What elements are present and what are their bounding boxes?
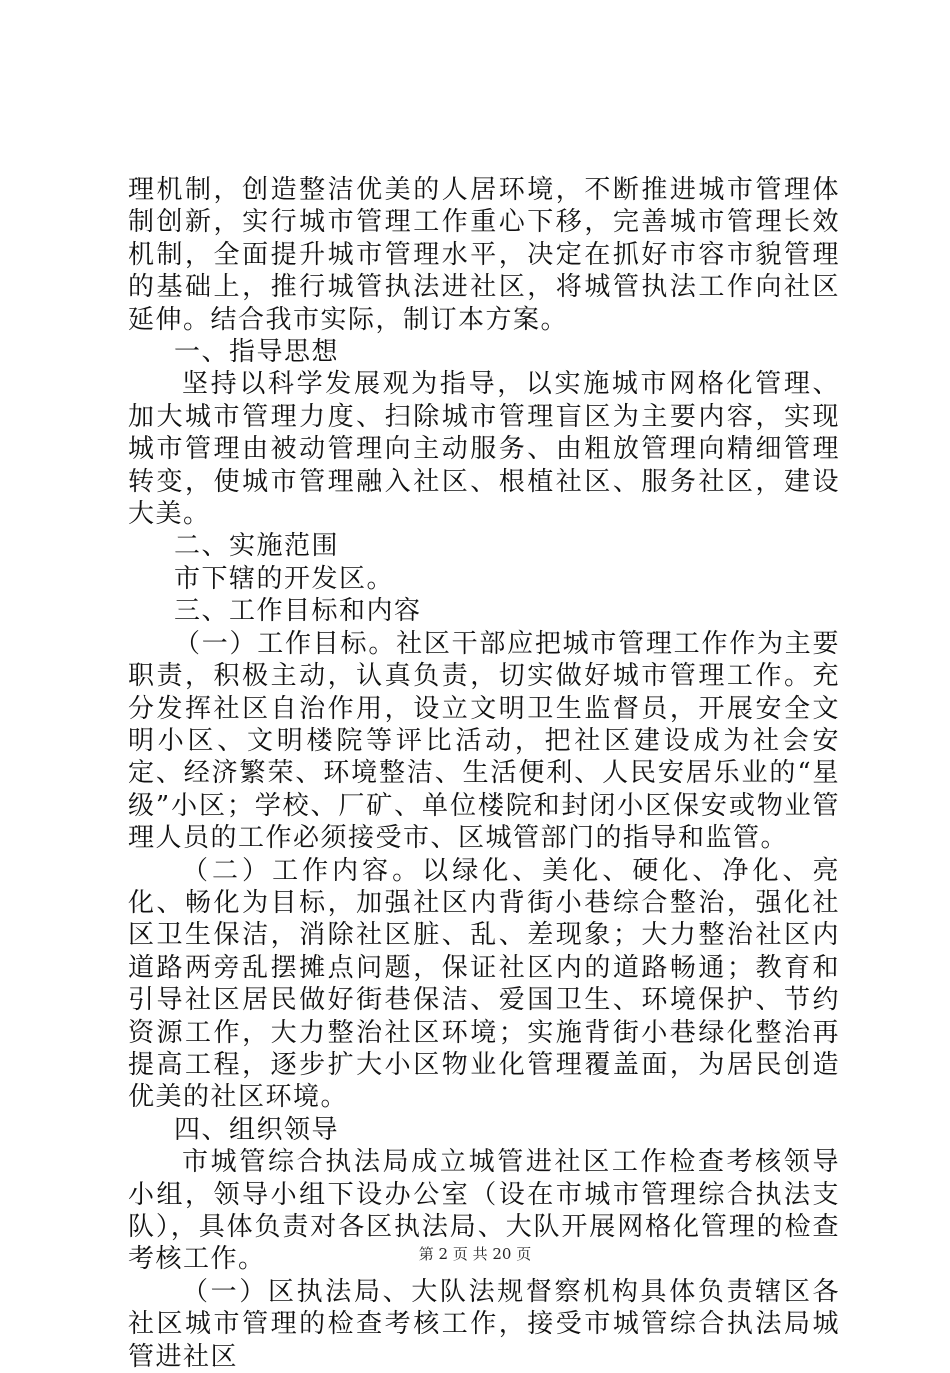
paragraph: 市城管综合执法局成立城管进社区工作检查考核领导小组，领导小组下设办公室（设在市城市管理综合执法支队），具体负责对各区执法局、大队开展网格化管理的检查考核工作。 <box>128 1147 840 1275</box>
paragraph: （一）区执法局、大队法规督察机构具体负责辖区各社区城市管理的检查考核工作，接受市城管综合执法局城管进社区 <box>128 1276 840 1372</box>
paragraph: 三、工作目标和内容 <box>174 596 422 627</box>
document-body <box>128 174 840 1373</box>
paragraph: 理机制，创造整洁优美的人居环境，不断推进城市管理体制创新，实行城市管理工作重心下移，完善城市管理长效机制，全面提升城市管理水平，决定在抓好市容市貌管理的基础上，推行城管执法进社区，将城管执法工作向社区延伸。结合我市实际，制订本方案。 <box>128 175 840 335</box>
paragraph: （一）工作目标。社区干部应把城市管理工作作为主要职责，积极主动，认真负责，切实做好城市管理工作。充分发挥社区自治作用，设立文明卫生监督员，开展安全文明小区、文明楼院等评比活动，把社区建设成为社会安定、经济繁荣、环境整洁、生活便利、人民安居乐业的“星级”小区；学校、厂矿、单位楼院和封闭小区保安或物业管理人员的工作必须接受市、区城管部门的指导和监管。 <box>128 628 840 854</box>
page-footer: 第 2 页 共 20 页 <box>418 1245 532 1263</box>
paragraph: （二）工作内容。以绿化、美化、硬化、净化、亮化、畅化为目标，加强社区内背街小巷综合整治，强化社区卫生保洁，消除社区脏、乱、差现象；大力整治社区内道路两旁乱摆摊点问题，保证社区内的道路畅通；教育和引导社区居民做好街巷保洁、爱国卫生、环境保护、节约资源工作，大力整治社区环境；实施背街小巷绿化整治再提高工程，逐步扩大小区物业化管理覆盖面，为居民创造优美的社区环境。 <box>128 855 840 1113</box>
paragraph: 市下辖的开发区。 <box>174 563 395 594</box>
paragraph: 四、组织领导 <box>174 1114 340 1145</box>
paragraph: 坚持以科学发展观为指导，以实施城市网格化管理、加大城市管理力度、扫除城市管理盲区为主要内容，实现城市管理由被动管理向主动服务、由粗放管理向精细管理转变，使城市管理融入社区、根植社区、服务社区，建设大美。 <box>128 369 840 530</box>
paragraph: 二、实施范围 <box>174 531 340 562</box>
paragraph: 一、指导思想 <box>174 337 340 368</box>
